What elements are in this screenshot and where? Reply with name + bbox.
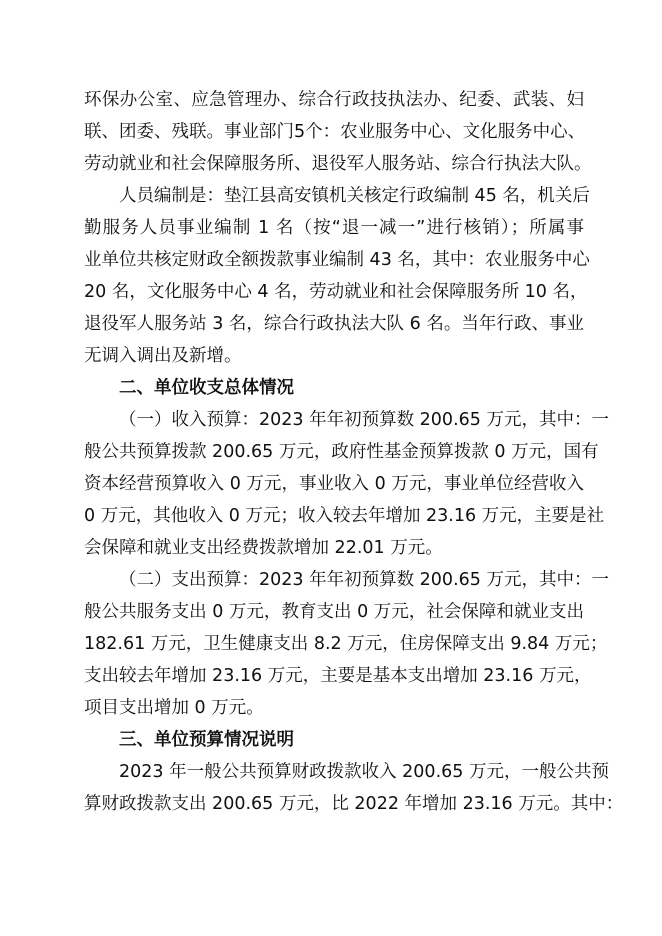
text-line: （二）支出预算：2023 年年初预算数 200.65 万元，其中：一 [119, 570, 609, 590]
budget-explanation-paragraph [84, 756, 624, 820]
text-line: 般公共预算拨款 200.65 万元，政府性基金预算拨款 0 万元，国有 [84, 442, 599, 462]
text-line: 环保办公室、应急管理办、综合行政技执法办、纪委、武装、妇 [84, 90, 584, 110]
intro-paragraph [84, 84, 592, 180]
text-line: 支出较去年增加 23.16 万元，主要是基本支出增加 23.16 万元， [84, 666, 592, 686]
text-line: 般公共服务支出 0 万元，教育支出 0 万元，社会保障和就业支出 [84, 602, 584, 622]
text-line: 资本经营预算收入 0 万元，事业收入 0 万元，事业单位经营收入 [84, 474, 584, 494]
section-heading-budget-explanation: 三、单位预算情况说明 [119, 730, 294, 750]
section-heading-budget-overview: 二、单位收支总体情况 [119, 378, 294, 398]
text-line: （一）收入预算：2023 年年初预算数 200.65 万元，其中：一 [119, 410, 609, 430]
text-line: 0 万元，其他收入 0 万元；收入较去年增加 23.16 万元，主要是社 [84, 506, 605, 526]
text-line: 退役军人服务站 3 名，综合行政执法大队 6 名。当年行政、事业 [84, 314, 584, 334]
text-line: 182.61 万元，卫生健康支出 8.2 万元，住房保障支出 9.84 万元； [84, 634, 608, 654]
text-line: 无调入调出及新增。 [84, 346, 242, 366]
text-line: 勤服务人员事业编制 1 名（按“退一减一”进行核销）；所属事 [84, 218, 584, 238]
income-budget-paragraph [84, 404, 609, 564]
staffing-paragraph [84, 180, 590, 372]
text-line: 项目支出增加 0 万元。 [84, 698, 264, 718]
text-line: 20 名，文化服务中心 4 名，劳动就业和社会保障服务所 10 名， [84, 282, 588, 302]
text-line: 人员编制是：垫江县高安镇机关核定行政编制 45 名，机关后 [119, 186, 590, 206]
text-line: 2023 年一般公共预算财政拨款收入 200.65 万元，一般公共预 [119, 762, 609, 782]
text-line: 劳动就业和社会保障服务所、退役军人服务站、综合行执法大队。 [84, 154, 592, 174]
expense-budget-paragraph [84, 564, 609, 724]
text-line: 会保障和就业支出经费拨款增加 22.01 万元。 [84, 538, 443, 558]
text-line: 算财政拨款支出 200.65 万元，比 2022 年增加 23.16 万元。其中： [84, 794, 624, 814]
text-line: 联、团委、残联。事业部门5个：农业服务中心、文化服务中心、 [84, 122, 586, 142]
document-body [84, 84, 624, 820]
text-line: 业单位共核定财政全额拨款事业编制 43 名，其中：农业服务中心 [84, 250, 590, 270]
